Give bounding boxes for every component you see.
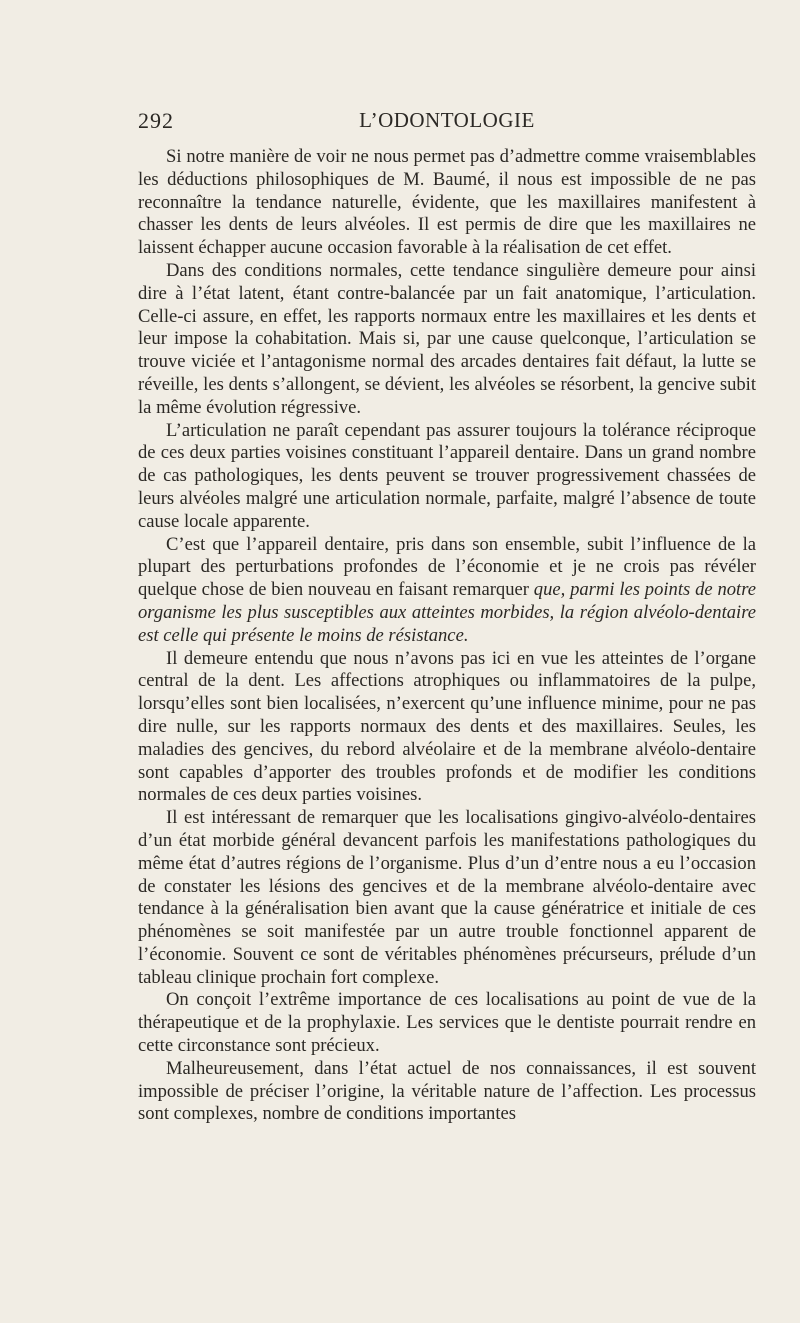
paragraph: C’est que l’appareil dentaire, pris dans son ensemble, subit l’influence de la plupart des perturbations profondes de l’économie et je ne crois pas révéler quelque chose de bien nouveau en faisant remarquer que, parmi les points de notre organisme les plus susceptibles aux atteintes morbides, la région alvéolo-dentaire est celle qui présente le moins de résistance. <box>138 533 756 646</box>
page-header <box>138 108 756 138</box>
paragraph: Il demeure entendu que nous n’avons pas ici en vue les atteintes de l’organe central de la dent. Les affections atrophiques ou inflammatoires de la pulpe, lorsqu’elles sont bien localisées, n’exercent qu’une influence minime, pour ne pas dire nulle, sur les rapports normaux des dents et des maxillaires. Seules, les maladies des gencives, du rebord alvéolaire et de la membrane alvéolo-dentaire sont capables d’apporter des troubles profonds et de modifier les conditions normales de ces deux parties voisines. <box>138 647 756 806</box>
paragraph: Dans des conditions normales, cette tendance singulière demeure pour ainsi dire à l’état latent, étant contre-balancée par un fait anatomique, l’articulation. Celle-ci assure, en effet, les rapports normaux entre les maxillaires et les dents et leur impose la cohabitation. Mais si, par une cause quelconque, l’articulation se trouve viciée et l’antagonisme normal des arcades dentaires fait défaut, la lutte se réveille, les dents s’allongent, se dévient, les alvéoles se résorbent, la gencive subit la même évolution régressive. <box>138 259 756 418</box>
paragraph: L’articulation ne paraît cependant pas assurer toujours la tolérance réciproque de ces deux parties voisines constituant l’appareil dentaire. Dans un grand nombre de cas pathologiques, les dents peuvent se trouver progressivement chassées de leurs alvéoles malgré une articulation normale, parfaite, malgré l’absence de toute cause locale apparente. <box>138 419 756 532</box>
paragraph: Si notre manière de voir ne nous permet pas d’admettre comme vraisemblables les déductions philosophiques de M. Baumé, il nous est impossible de ne pas reconnaître la tendance naturelle, évidente, que les maxillaires manifestent à chasser les dents de leurs alvéoles. Il est permis de dire que les maxillaires ne laissent échapper aucune occasion favorable à la réalisation de cet effet. <box>138 146 756 259</box>
paragraph: Malheureusement, dans l’état actuel de nos connaissances, il est souvent impossible de préciser l’origine, la véritable nature de l’affection. Les processus sont complexes, nombre de conditions importantes <box>138 1057 756 1125</box>
running-title: L’ODONTOLOGIE <box>359 108 535 132</box>
paragraph: On conçoit l’extrême importance de ces localisations au point de vue de la thérapeutique et de la prophylaxie. Les services que le dentiste pourrait rendre en cette circonstance sont précieux. <box>138 989 756 1057</box>
emphasized-text: que, parmi les points de notre organisme les plus susceptibles aux atteintes morbides, la région alvéolo-dentaire est celle qui présente le moins de résistance. <box>138 579 756 646</box>
paragraph: Il est intéressant de remarquer que les localisations gingivo-alvéolo-dentaires d’un état morbide général devancent parfois les manifestations pathologiques du même état d’autres régions de l’organisme. Plus d’un d’entre nous a eu l’occasion de constater les lésions des gencives et de la membrane alvéolo-dentaire avec tendance à la généralisation bien avant que la cause génératrice et initiale de ces phénomènes se soit manifestée par un autre trouble fonctionnel apparent de l’économie. Souvent ce sont de véritables phénomènes précurseurs, prélude d’un tableau clinique prochain fort complexe. <box>138 807 756 988</box>
page-number: 292 <box>138 108 174 133</box>
body-text <box>138 146 756 1126</box>
